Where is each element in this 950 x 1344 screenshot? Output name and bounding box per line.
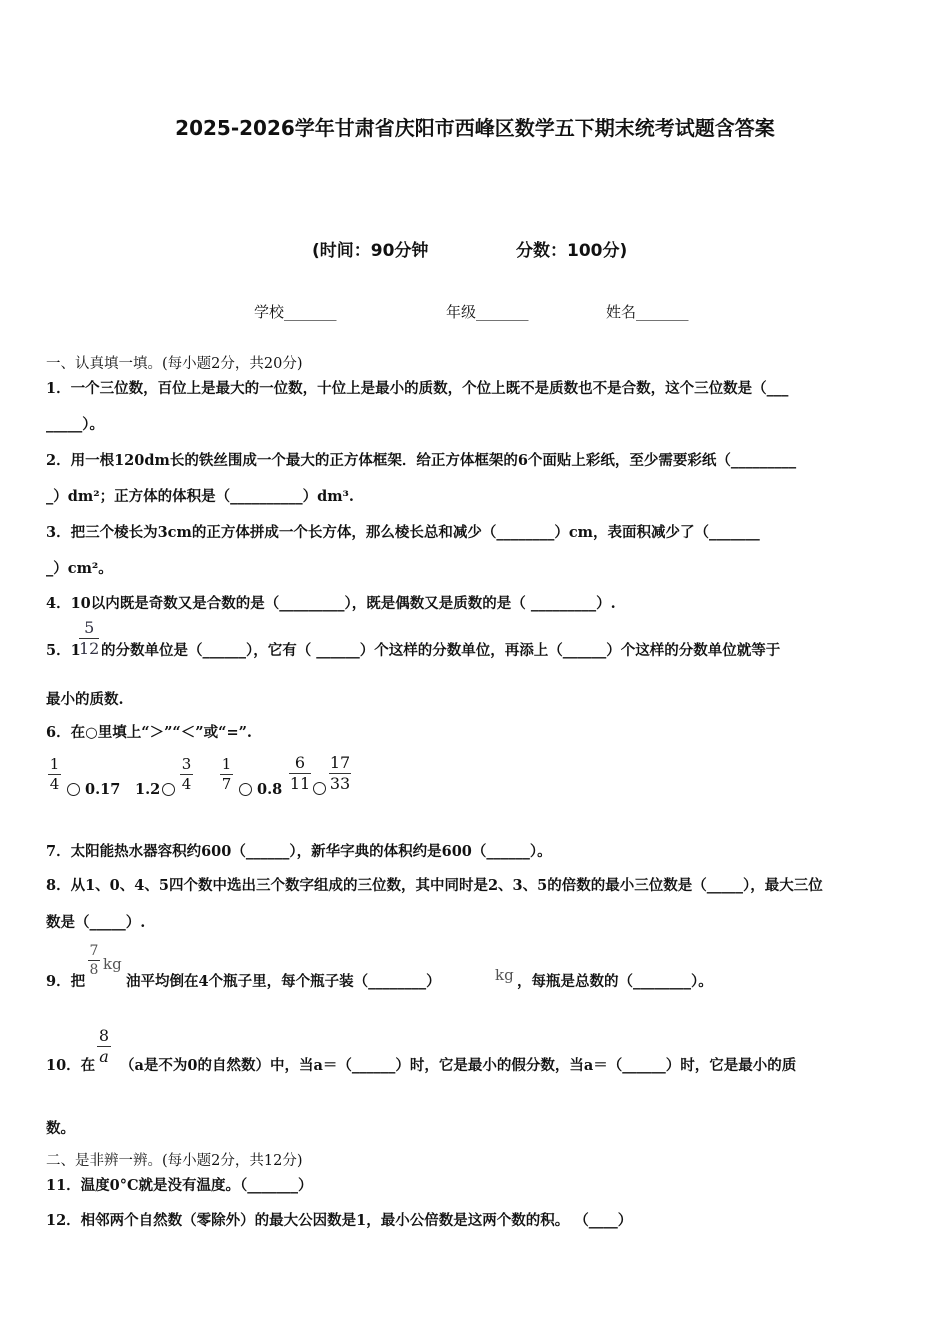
question-9-end: ，每瓶是总数的（________）。 [517,973,713,990]
compare-circle[interactable] [239,783,252,796]
question-5-prefix: 5．1 [46,642,81,659]
question-10-line-2: 数。 [46,1120,75,1137]
question-9-text: 油平均倒在4个瓶子里，每个瓶子装（________） [126,973,441,990]
question-10-fraction [97,1028,111,1065]
question-8-line-1: 8．从1、0、4、5四个数中选出三个数字组成的三位数，其中同时是2、3、5的倍数的最小三位数是（_____），最大三位 [46,877,823,894]
exam-time: (时间：90分钟 [312,241,429,261]
question-8-line-2: 数是（_____）. [46,914,146,931]
q6-value-3: 0.8 [257,781,283,798]
question-1-line-2: _____）。 [46,416,104,433]
question-5-fraction [79,620,99,657]
q6-fraction-4a [289,755,311,792]
compare-circle[interactable] [313,782,326,795]
school-field: 学校_______ [254,303,337,321]
fraction-denominator: a [99,1047,109,1066]
question-2-line-2: _）dm²；正方体的体积是（__________）dm³. [46,488,354,505]
q6-fraction-2 [180,757,193,792]
fraction-denominator: 4 [181,775,192,793]
unit-kg: kg [495,966,514,984]
fraction-numerator: 6 [294,753,306,772]
compare-circle[interactable] [162,783,175,796]
fraction-denominator: 33 [329,774,351,793]
fraction-numerator: 1 [221,755,232,773]
q6-value-2: 1.2 [135,781,161,798]
question-7: 7．太阳能热水器容积约600（______），新华字典的体积约是600（______）。 [46,843,552,860]
question-9-fraction [88,944,100,977]
question-6: 6．在○里填上“＞”“＜”或“=”. [46,724,252,741]
question-10-prefix: 10．在 [46,1057,96,1074]
fraction-denominator: 4 [49,775,60,793]
fraction-numerator: 1 [49,755,60,773]
question-12: 12．相邻两个自然数（零除外）的最大公因数是1，最小公倍数是这两个数的积。 （____） [46,1212,633,1229]
fraction-numerator: 17 [329,753,351,772]
name-field: 姓名_______ [606,303,689,321]
fraction-denominator: 7 [221,775,232,793]
fraction-denominator: 8 [89,962,99,978]
q6-fraction-1 [48,757,61,792]
section-2-heading: 二、是非辨一辨。(每小题2分，共12分) [46,1153,303,1169]
fraction-numerator: 7 [89,943,99,959]
question-5-text: 的分数单位是（______），它有（ ______）个这样的分数单位，再添上（______）个这样的分数单位就等于 [101,642,781,659]
question-3-line-2: _）cm²。 [46,560,113,577]
question-11: 11．温度0°C就是没有温度。（_______） [46,1177,313,1194]
fraction-numerator: 8 [98,1026,110,1045]
fraction-denominator: 11 [289,774,311,793]
question-9-prefix: 9．把 [46,973,86,990]
fraction-numerator: 3 [181,755,192,773]
question-2-line-1: 2．用一根120dm长的铁丝围成一个最大的正方体框架．给正方体框架的6个面贴上彩纸，至少需要彩纸（_________ [46,452,797,469]
question-4: 4．10以内既是奇数又是合数的是（_________），既是偶数又是质数的是（ _________）. [46,595,616,612]
q6-fraction-3 [220,757,233,792]
compare-circle[interactable] [67,783,80,796]
q6-fraction-4b [329,755,351,792]
question-10-text: （a是不为0的自然数）中，当a＝（______）时，它是最小的假分数，当a＝（______）时，它是最小的质 [120,1057,797,1074]
fraction-numerator: 5 [84,618,95,637]
question-5-line-2: 最小的质数. [46,691,124,708]
grade-field: 年级_______ [446,303,529,321]
unit-kg: kg [103,955,122,973]
question-3-line-1: 3．把三个棱长为3cm的正方体拼成一个长方体，那么棱长总和减少（________）cm，表面积减少了（_______ [46,524,760,541]
question-1-line-1: 1．一个三位数，百位上是最大的一位数，十位上是最小的质数，个位上既不是质数也不是合数，这个三位数是（___ [46,380,789,397]
fraction-bar [88,960,100,961]
fraction-denominator: 12 [79,639,100,658]
q6-value-1: 0.17 [85,781,121,798]
section-1-heading: 一、认真填一填。(每小题2分，共20分) [46,356,303,372]
exam-score: 分数：100分) [516,241,628,261]
page-title: 2025-2026学年甘肃省庆阳市西峰区数学五下期末统考试题含答案 [175,116,775,140]
